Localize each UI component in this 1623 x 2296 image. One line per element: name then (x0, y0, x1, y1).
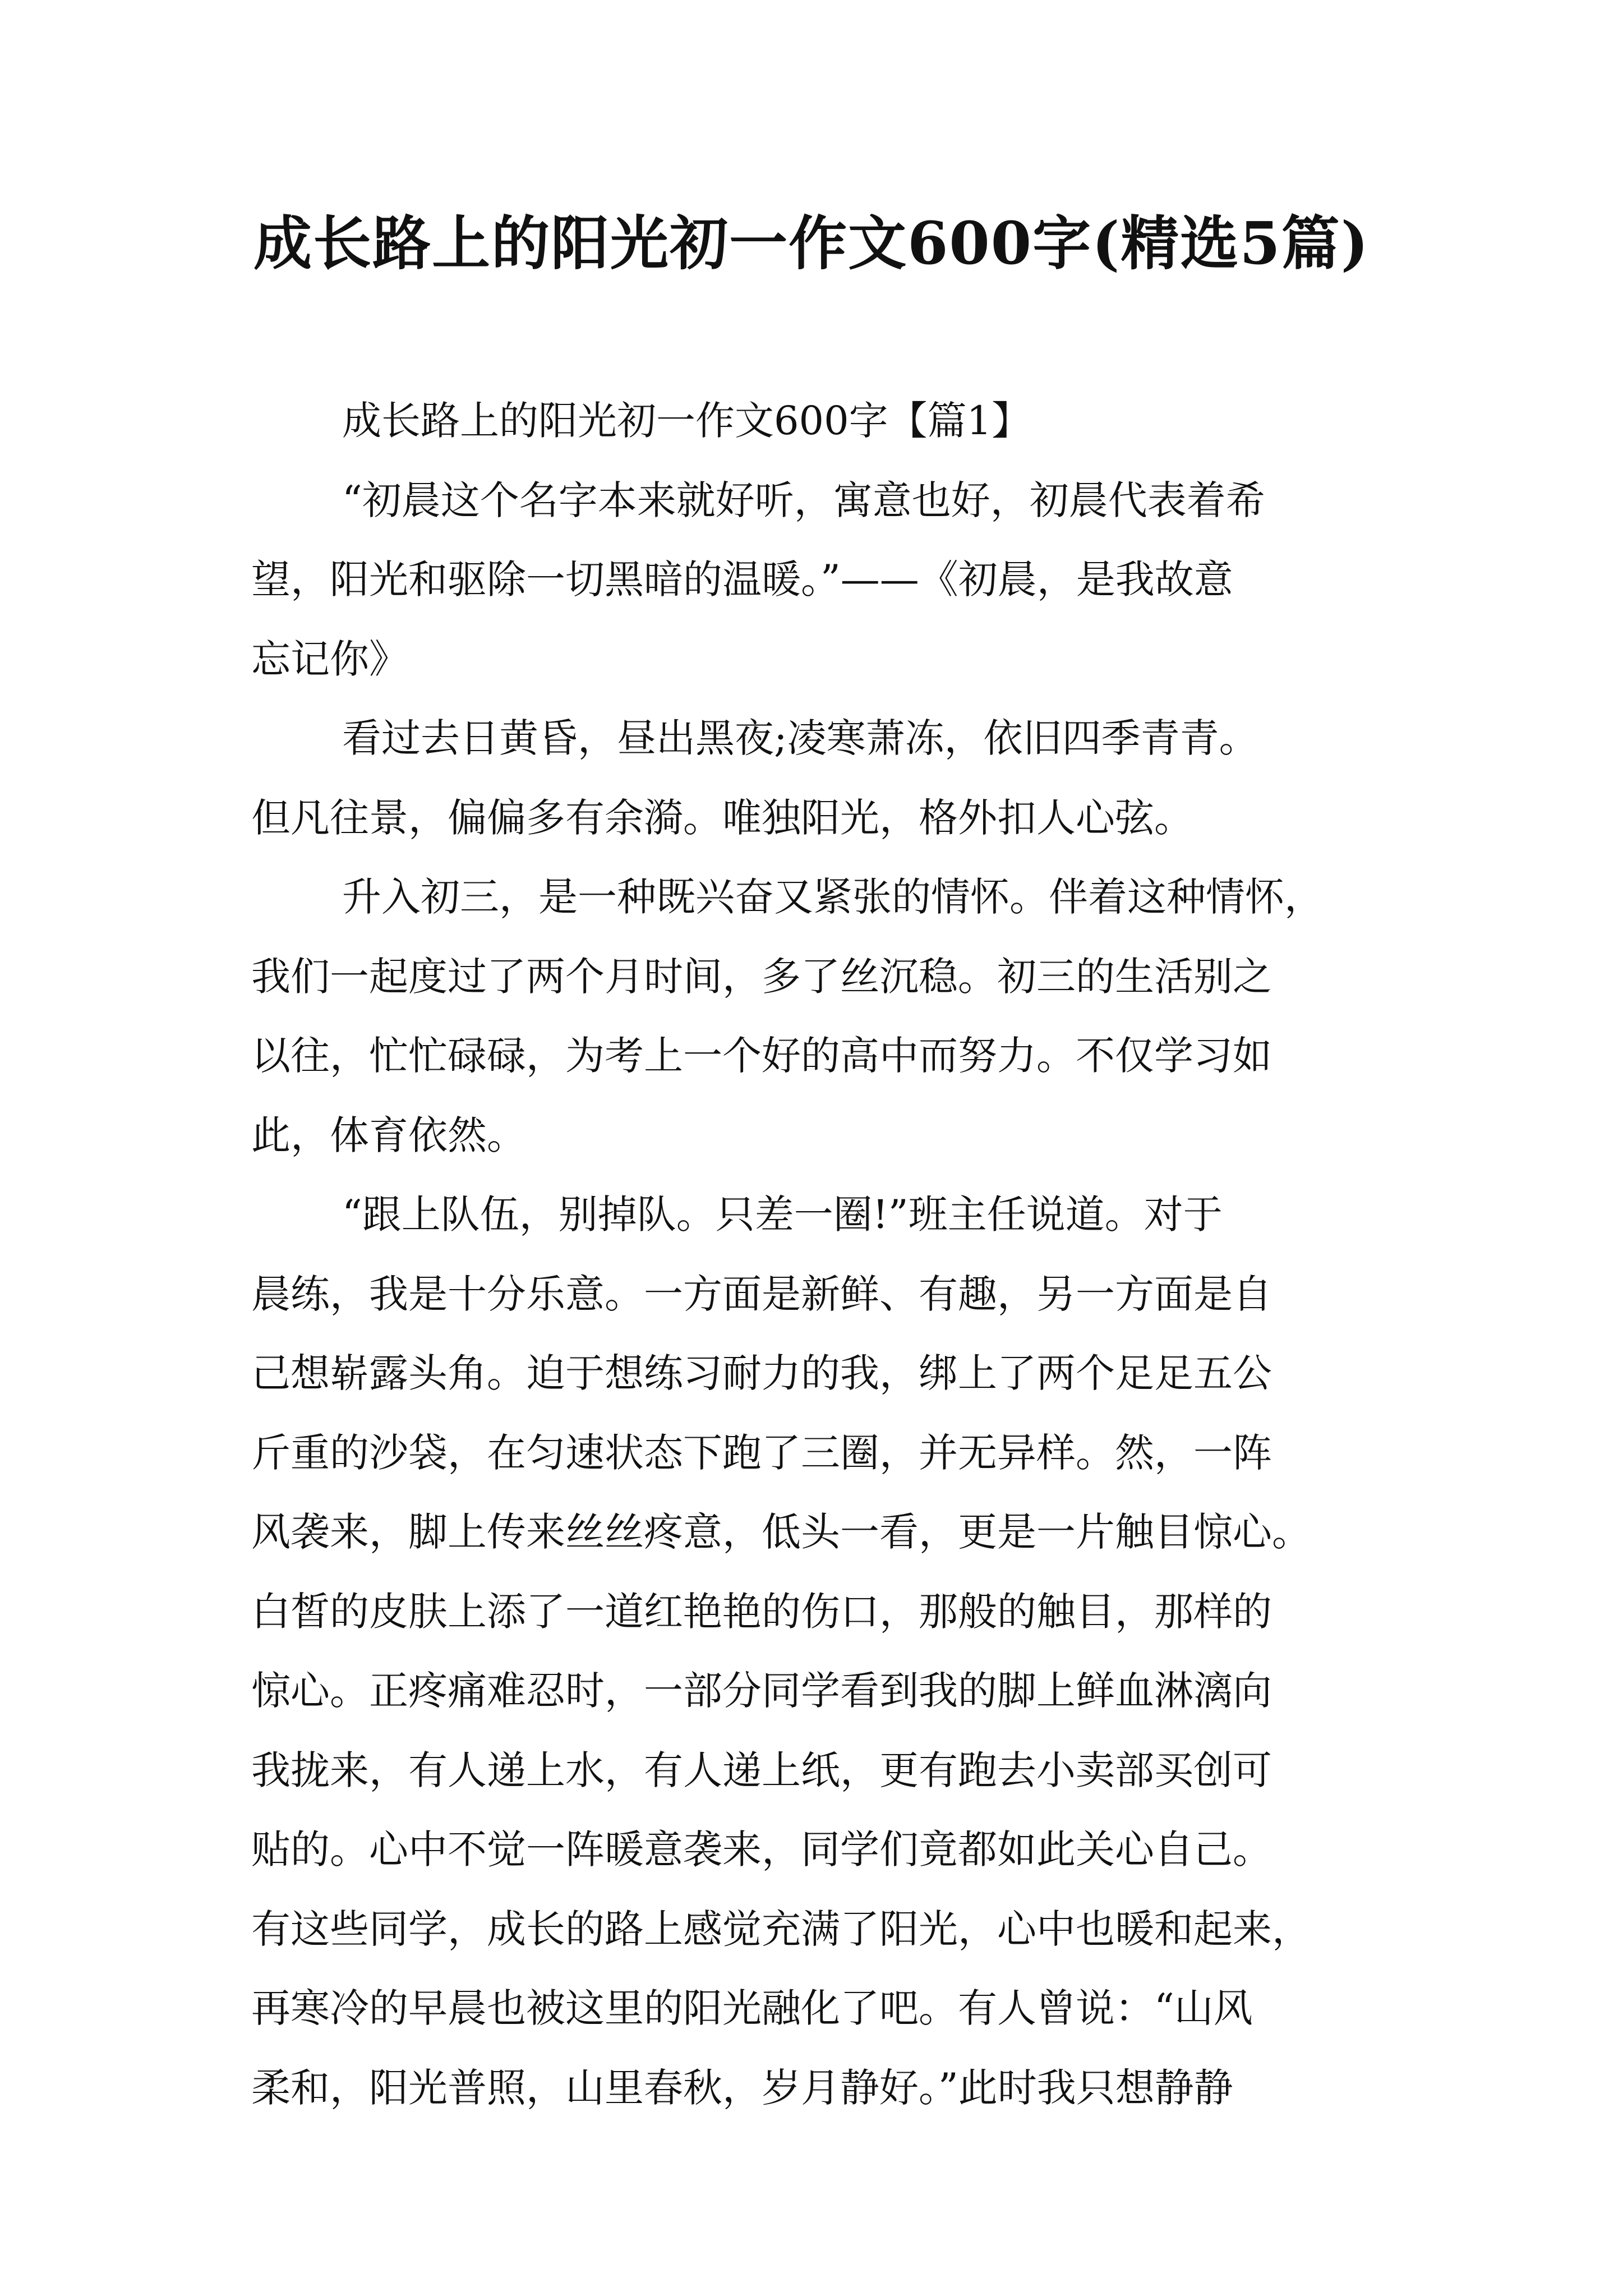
text-line: 忘记你》 (251, 636, 408, 682)
text-line: 贴的。心中不觉一阵暖意袭来，同学们竟都如此关心自己。 (251, 1826, 1272, 1872)
text-line: 但凡往景，偏偏多有余漪。唯独阳光，格外扣人心弦。 (251, 794, 1193, 841)
document-title: 成长路上的阳光初一作文600字(精选5篇) (253, 209, 1370, 278)
text-line: 看过去日黄昏，昼出黑夜;凌寒萧冻，依旧四季青青。 (342, 715, 1258, 761)
text-line: 柔和，阳光普照，山里春秋，岁月静好。”此时我只想静静 (251, 2064, 1233, 2111)
text-line: “跟上队伍，别掉队。只差一圈!”班主任说道。对于 (342, 1191, 1223, 1237)
text-line: 升入初三，是一种既兴奋又紧张的情怀。伴着这种情怀， (342, 874, 1324, 920)
document-body (251, 381, 1395, 2128)
text-line: 望，阳光和驱除一切黑暗的温暖。”——《初晨，是我故意 (251, 556, 1233, 602)
text-line: 成长路上的阳光初一作文600字【篇1】 (342, 398, 1031, 444)
text-line: 白皙的皮肤上添了一道红艳艳的伤口，那般的触目，那样的 (251, 1588, 1272, 1635)
text-line: 再寒冷的早晨也被这里的阳光融化了吧。有人曾说：“山风 (251, 1985, 1253, 2031)
text-line: 此，体育依然。 (251, 1112, 526, 1158)
text-line: 我拢来，有人递上水，有人递上纸，更有跑去小卖部买创可 (251, 1747, 1272, 1793)
text-line: 我们一起度过了两个月时间，多了丝沉稳。初三的生活别之 (251, 953, 1272, 1000)
text-line: 风袭来，脚上传来丝丝疼意，低头一看，更是一片触目惊心。 (251, 1509, 1311, 1555)
text-line: 有这些同学，成长的路上感觉充满了阳光，心中也暖和起来， (251, 1906, 1311, 1952)
text-line: 惊心。正疼痛难忍时，一部分同学看到我的脚上鲜血淋漓向 (251, 1668, 1272, 1714)
text-line: “初晨这个名字本来就好听，寓意也好，初晨代表着希 (342, 477, 1265, 523)
text-line: 晨练，我是十分乐意。一方面是新鲜、有趣，另一方面是自 (251, 1271, 1272, 1317)
text-line: 以往，忙忙碌碌，为考上一个好的高中而努力。不仅学习如 (251, 1033, 1272, 1079)
text-line: 己想崭露头角。迫于想练习耐力的我，绑上了两个足足五公 (251, 1350, 1272, 1396)
text-line: 斤重的沙袋，在匀速状态下跑了三圈，并无异样。然，一阵 (251, 1429, 1272, 1476)
